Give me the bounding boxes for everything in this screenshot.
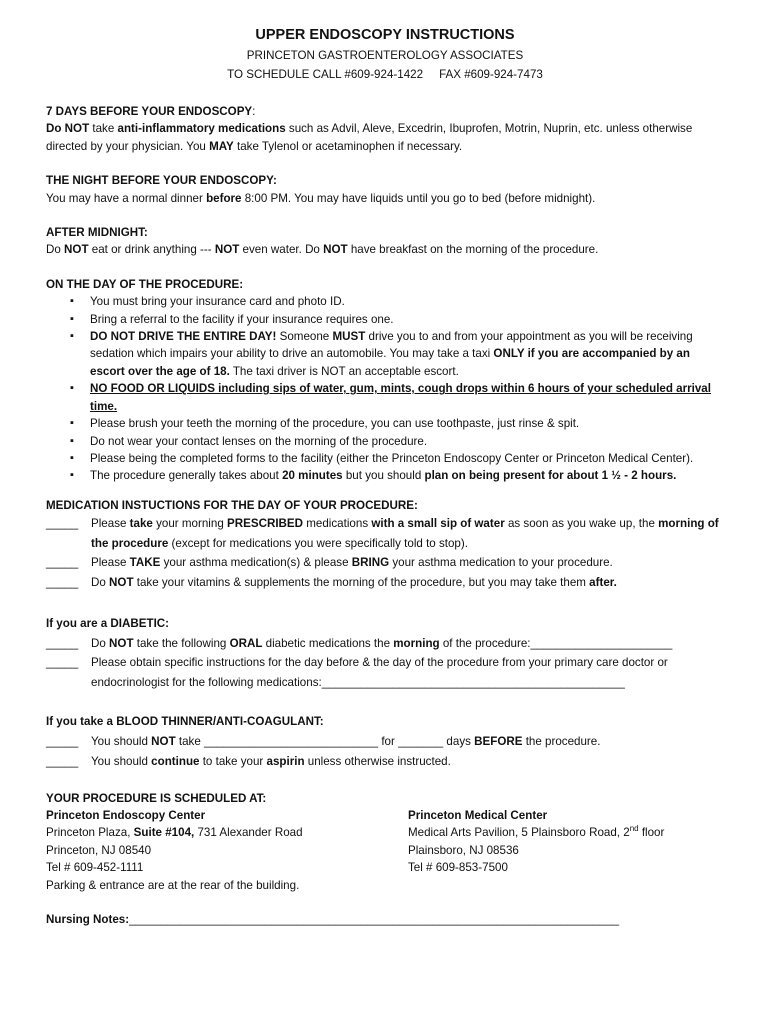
fax-number: FAX #609-924-7473 bbox=[439, 68, 543, 81]
checklist-item: _____ Please TAKE your asthma medication(s) & please BRING your asthma medication to your procedure. bbox=[46, 553, 724, 573]
night-before-section bbox=[46, 172, 724, 207]
medical-center-address bbox=[408, 807, 724, 894]
location-phone: Tel # 609-452-1111 bbox=[46, 861, 144, 875]
list-item: ▪ Bring a referral to the facility if your insurance requires one. bbox=[90, 311, 724, 328]
location-phone: Tel # 609-853-7500 bbox=[408, 861, 508, 875]
checkbox-blank: _____ bbox=[46, 556, 79, 570]
checklist-item: _____ Please obtain specific instructions for the day before & the day of the procedure from your primary care doctor or endocrinologist for the following medications:_______________________________________________ bbox=[46, 653, 724, 692]
checkbox-blank: _____ bbox=[46, 754, 79, 768]
nursing-notes bbox=[46, 911, 724, 928]
practice-name: PRINCETON GASTROENTEROLOGY ASSOCIATES bbox=[246, 49, 524, 62]
nursing-notes-label: Nursing Notes: bbox=[46, 913, 130, 927]
checkbox-blank: _____ bbox=[46, 656, 79, 670]
list-item: ▪ Do not wear your contact lenses on the morning of the procedure. bbox=[90, 433, 724, 450]
list-item: ▪ You must bring your insurance card and photo ID. bbox=[90, 293, 724, 310]
day-of-list bbox=[46, 293, 724, 484]
nursing-notes-line: ____________________________________________________________________________ bbox=[129, 913, 620, 927]
section-heading: MEDICATION INSTUCTIONS FOR THE DAY OF YOUR PROCEDURE: bbox=[46, 498, 418, 512]
list-item: ▪ Please brush your teeth the morning of the procedure, you can use toothpaste, just rinse & spit. bbox=[90, 415, 724, 432]
section-text: Do NOT take anti-inflammatory medications such as Advil, Aleve, Excedrin, Ibuprofen, Motrin, Nuprin, etc. unless otherwise directed by your physician. You MAY take Tylenol or acetaminophen if necessary. bbox=[46, 122, 693, 153]
section-heading: AFTER MIDNIGHT: bbox=[46, 226, 148, 240]
location-street: Princeton Plaza, Suite #104, 731 Alexander Road bbox=[46, 826, 303, 840]
medication-section bbox=[46, 497, 724, 592]
checklist-item: _____ You should NOT take ___________________________ for _______ days BEFORE the procedure. bbox=[46, 732, 724, 752]
section-heading: THE NIGHT BEFORE YOUR ENDOSCOPY: bbox=[46, 174, 277, 188]
scheduled-section bbox=[46, 790, 724, 894]
list-item: ▪ Please being the completed forms to the facility (either the Princeton Endoscopy Center or Princeton Medical Center). bbox=[90, 450, 724, 467]
list-item: ▪ NO FOOD OR LIQUIDS including sips of water, gum, mints, cough drops within 6 hours of your scheduled arrival time. bbox=[90, 380, 724, 415]
location-name: Princeton Medical Center bbox=[408, 809, 548, 823]
list-item: ▪ DO NOT DRIVE THE ENTIRE DAY! Someone MUST drive you to and from your appointment as you will be receiving sedation which impairs your ability to drive an automobile. You may take a taxi ONLY if you are accompanied by an escort over the age of 18. The taxi driver is NOT an acceptable escort. bbox=[90, 328, 724, 380]
schedule-phone: TO SCHEDULE CALL #609-924-1422 bbox=[227, 68, 424, 81]
diabetic-section bbox=[46, 614, 724, 692]
section-heading: 7 DAYS BEFORE YOUR ENDOSCOPY: bbox=[46, 105, 256, 118]
location-street: Medical Arts Pavilion, 5 Plainsboro Road, 2nd floor bbox=[408, 824, 665, 840]
section-heading: If you are a DIABETIC: bbox=[46, 617, 170, 631]
location-name: Princeton Endoscopy Center bbox=[46, 809, 206, 823]
checklist-item: _____ Do NOT take your vitamins & supplements the morning of the procedure, but you may take them after. bbox=[46, 573, 724, 593]
checklist-item: _____ Please take your morning PRESCRIBED medications with a small sip of water as soon as you wake up, the morning of the procedure (except for medications you were specifically told to stop). bbox=[46, 514, 724, 553]
checkbox-blank: _____ bbox=[46, 636, 79, 650]
section-text: Do NOT eat or drink anything --- NOT even water. Do NOT have breakfast on the morning of the procedure. bbox=[46, 243, 599, 257]
endoscopy-center-address bbox=[46, 807, 408, 894]
section-heading: YOUR PROCEDURE IS SCHEDULED AT: bbox=[46, 791, 267, 805]
day-of-section bbox=[46, 276, 724, 485]
location-city: Plainsboro, NJ 08536 bbox=[408, 843, 519, 857]
checkbox-blank: _____ bbox=[46, 734, 79, 748]
document-title: UPPER ENDOSCOPY INSTRUCTIONS bbox=[255, 27, 515, 43]
checklist-item: _____ Do NOT take the following ORAL diabetic medications the morning of the procedure:______________________ bbox=[46, 634, 724, 654]
locations bbox=[46, 807, 724, 894]
list-item: ▪ The procedure generally takes about 20 minutes but you should plan on being present for about 1 ½ - 2 hours. bbox=[90, 467, 724, 484]
blood-thinner-section bbox=[46, 712, 724, 772]
section-heading: If you take a BLOOD THINNER/ANTI-COAGULANT: bbox=[46, 715, 324, 729]
checkbox-blank: _____ bbox=[46, 517, 79, 531]
checklist-item: _____ You should continue to take your aspirin unless otherwise instructed. bbox=[46, 752, 724, 772]
document-header bbox=[46, 24, 724, 84]
parking-note: Parking & entrance are at the rear of the building. bbox=[46, 878, 300, 892]
seven-days-section bbox=[46, 103, 724, 155]
location-city: Princeton, NJ 08540 bbox=[46, 843, 152, 857]
checkbox-blank: _____ bbox=[46, 575, 79, 589]
section-heading: ON THE DAY OF THE PROCEDURE: bbox=[46, 277, 244, 291]
section-text: You may have a normal dinner before 8:00 PM. You may have liquids until you go to bed (before midnight). bbox=[46, 191, 596, 205]
after-midnight-section bbox=[46, 224, 724, 259]
contact-line bbox=[46, 65, 724, 84]
